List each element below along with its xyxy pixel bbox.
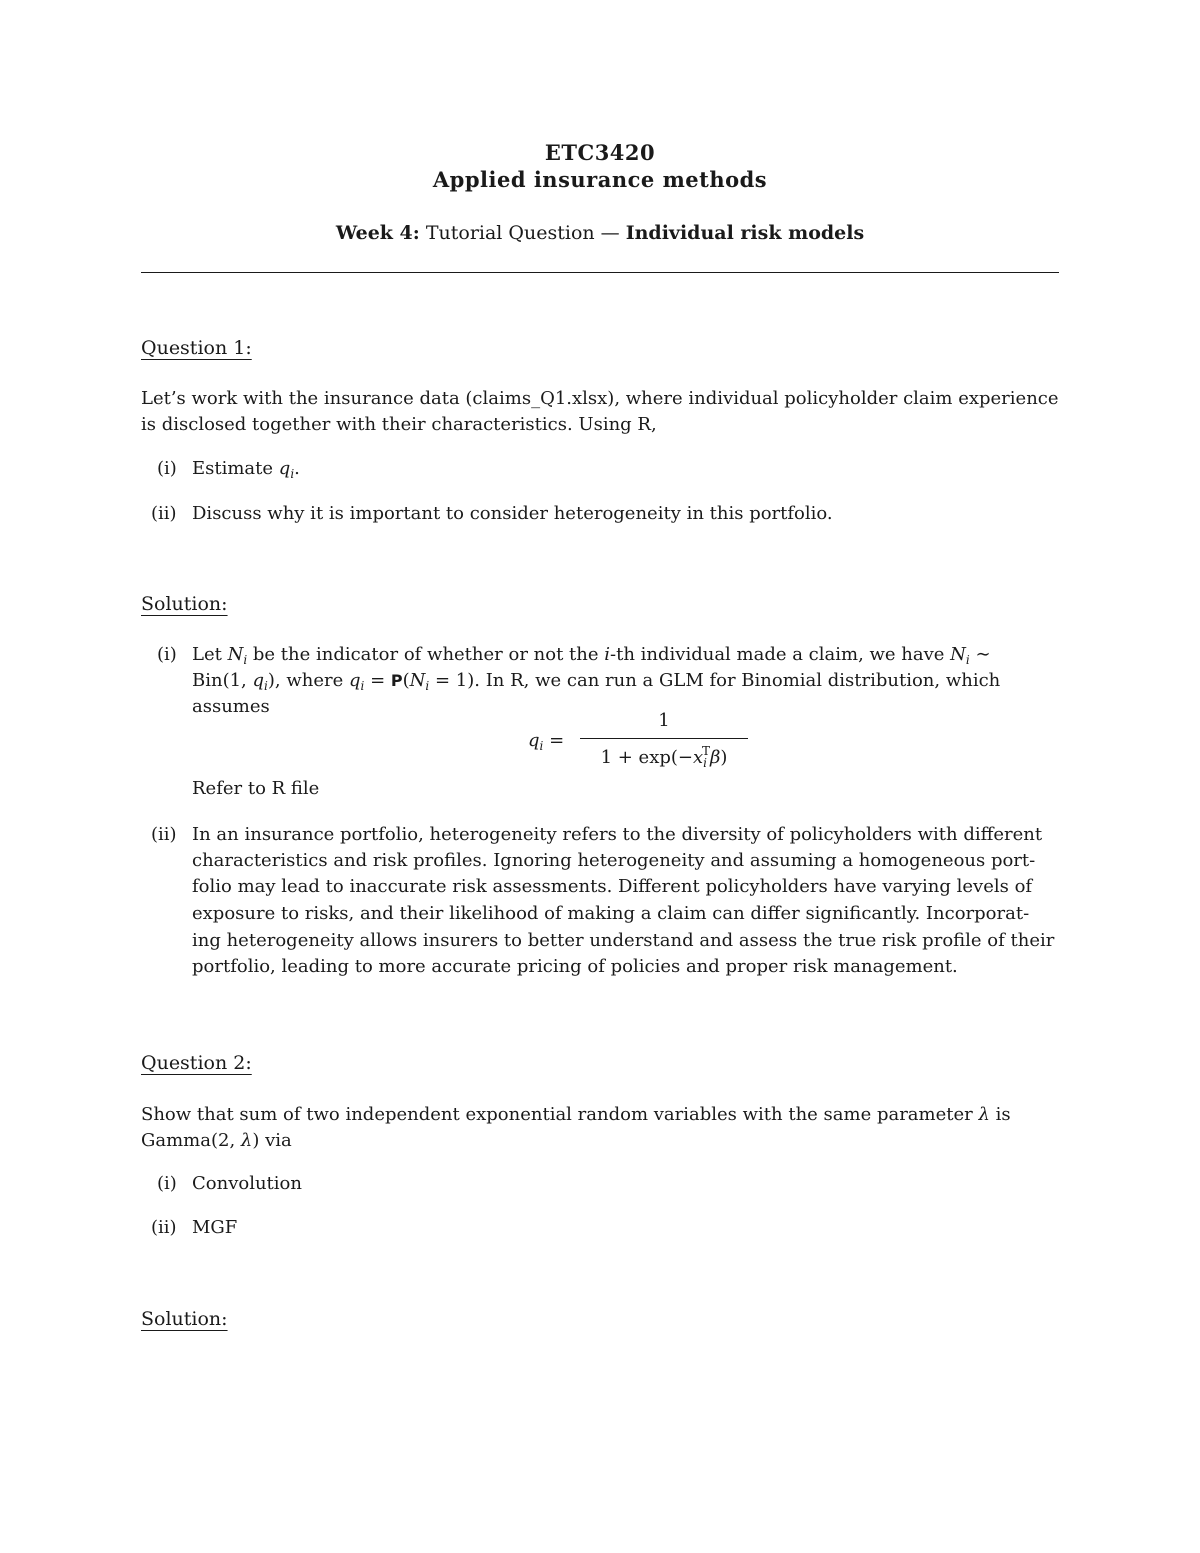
fraction-bar	[580, 738, 748, 739]
solution-1-heading: Solution:	[141, 593, 228, 615]
var-i: i	[604, 644, 611, 665]
var-N: N	[227, 644, 244, 665]
var-N: N	[950, 644, 966, 665]
sol1-item-2-line: characteristics and risk profiles. Ignoring heterogeneity and assuming a homogeneous port-	[192, 850, 1036, 871]
question-1-heading: Question 1:	[141, 337, 252, 359]
question-2-heading: Question 2:	[141, 1052, 252, 1074]
course-code: ETC3420	[544, 140, 656, 165]
equals-sign: =	[543, 730, 565, 751]
sol1-item-1-line2	[192, 670, 1000, 693]
question-2-line1	[141, 1102, 1011, 1128]
course-title: Applied insurance methods	[432, 167, 768, 192]
equation-numerator: 1	[658, 710, 670, 731]
sol1-item-1-line3: assumes	[192, 696, 270, 717]
equation-denominator	[580, 744, 748, 770]
solution-2-heading: Solution:	[141, 1308, 228, 1330]
var-N: N	[409, 670, 426, 691]
var-lambda: λ	[978, 1104, 990, 1125]
sol1-item-1-number: (i)	[157, 644, 177, 665]
var-q: q	[348, 670, 361, 691]
text: = 1). In R, we can run a GLM for Binomial distribution, which	[429, 670, 1001, 691]
text: Gamma(2,	[141, 1130, 241, 1151]
text: (	[402, 670, 410, 691]
sub-i: i	[243, 653, 248, 667]
sol1-item-2-line: ing heterogeneity allows insurers to better understand and assess the true risk profile of their	[192, 930, 1055, 951]
week-label: Week 4:	[335, 222, 420, 244]
text: -th individual made a claim, we have	[610, 644, 951, 665]
sol1-item-2-line: portfolio, leading to more accurate pricing of policies and proper risk management.	[192, 956, 958, 977]
text: is	[989, 1104, 1011, 1125]
text: 1 + exp(−	[600, 747, 693, 768]
q1-item-1-sub: i	[290, 467, 295, 481]
week-mid: Tutorial Question —	[419, 222, 626, 244]
probability-symbol: P	[390, 671, 403, 690]
q1-item-2-text: Discuss why it is important to consider heterogeneity in this portfolio.	[192, 503, 833, 524]
text: ∼	[969, 644, 991, 665]
text: =	[364, 670, 391, 691]
q1-item-1-end: .	[294, 458, 300, 479]
question-1-intro-line1: Let’s work with the insurance data (claims_Q1.xlsx), where individual policyholder claim experience	[141, 388, 1059, 409]
q2-item-2-number: (ii)	[151, 1217, 177, 1238]
sol1-item-2-number: (ii)	[151, 824, 177, 845]
header-rule	[141, 272, 1059, 273]
question-1-intro-line2: is disclosed together with their characteristics. Using R,	[141, 414, 657, 435]
refer-r-file: Refer to R file	[192, 778, 320, 799]
sub-i: i	[539, 739, 544, 753]
q1-item-1-number: (i)	[157, 458, 177, 479]
sub-i: i	[264, 679, 268, 693]
var-lambda: λ	[240, 1130, 253, 1151]
week-heading	[0, 222, 1200, 244]
text: Bin(1,	[192, 670, 253, 691]
sub-i: i	[425, 679, 430, 693]
text: Show that sum of two independent exponential random variables with the same parameter	[141, 1104, 979, 1125]
sol1-item-2-line: In an insurance portfolio, heterogeneity refers to the diversity of policyholders with different	[192, 824, 1043, 845]
var-q: q	[528, 730, 540, 751]
sol1-item-2-line: exposure to risks, and their likelihood of making a claim can differ significantly. Incorporat-	[192, 903, 1030, 924]
var-q: q	[252, 670, 265, 691]
var-x: x	[692, 747, 704, 768]
text: )	[720, 747, 728, 768]
text: ), where	[267, 670, 349, 691]
q1-item-2-number: (ii)	[151, 503, 177, 524]
q1-item-1-var: q	[278, 458, 291, 479]
q1-item-1-text: Estimate	[192, 458, 279, 479]
text: be the indicator of whether or not the	[247, 644, 605, 665]
sub-i: i	[965, 653, 970, 667]
transpose: T	[701, 744, 710, 758]
sol1-item-2-line: folio may lead to inaccurate risk assessments. Different policyholders have varying levels of	[192, 876, 1033, 897]
q1-item-1	[192, 458, 300, 481]
q2-item-1-number: (i)	[157, 1173, 177, 1194]
sub-i: i	[703, 756, 707, 770]
q2-item-2-text: MGF	[192, 1217, 238, 1238]
week-topic: Individual risk models	[625, 222, 865, 244]
text: ) via	[252, 1130, 292, 1151]
sol1-item-1-line1	[192, 644, 991, 667]
var-beta: β	[710, 747, 721, 768]
equation-lhs	[528, 730, 578, 753]
question-2-line2	[141, 1128, 292, 1154]
text: Let	[192, 644, 228, 665]
sub-i: i	[360, 679, 365, 693]
q2-item-1-text: Convolution	[192, 1173, 302, 1194]
